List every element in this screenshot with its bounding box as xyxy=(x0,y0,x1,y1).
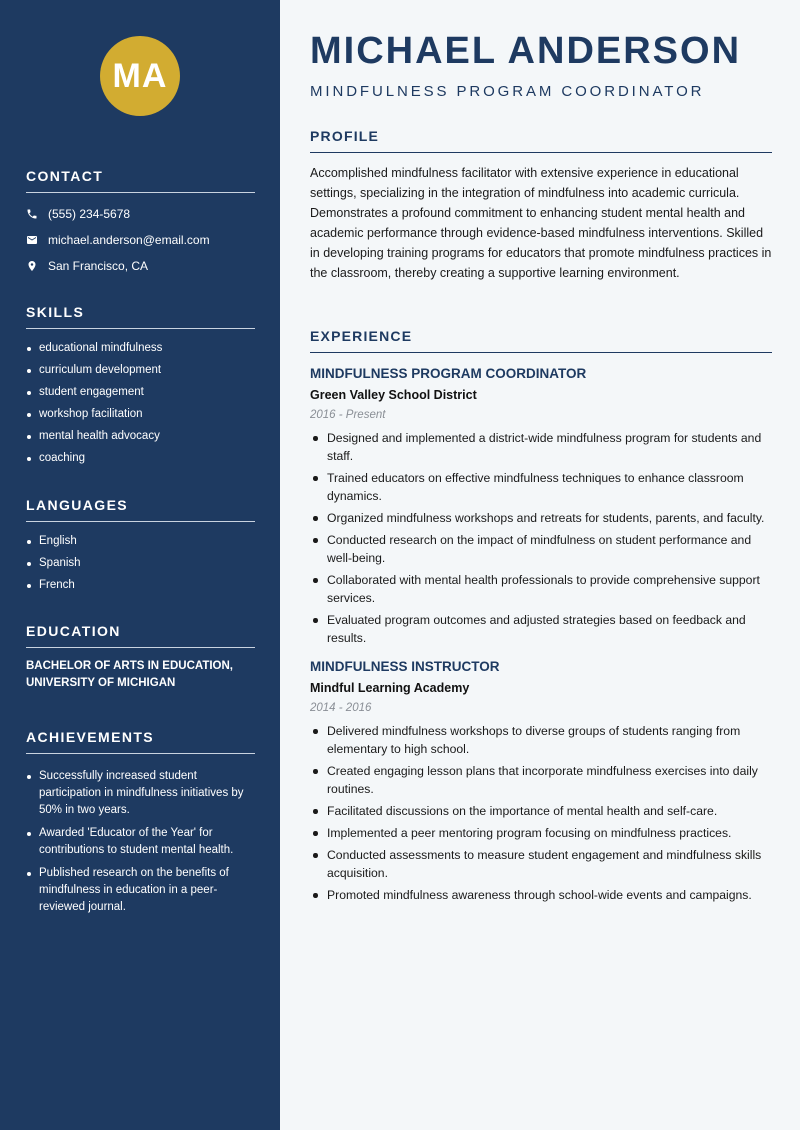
job-dates: 2014 - 2016 xyxy=(310,702,372,714)
achievement-item: Published research on the benefits of mindfulness in education in a peer-reviewed journal. xyxy=(26,865,255,916)
avatar xyxy=(100,36,180,116)
job-bullet: Collaborated with mental health professionals to provide comprehensive support services. xyxy=(310,571,772,607)
phone-text: (555) 234-5678 xyxy=(48,207,131,221)
achievements-heading: ACHIEVEMENTS xyxy=(26,729,255,754)
skill-item: mental health advocacy xyxy=(26,425,255,447)
avatar-initials: MA xyxy=(112,56,168,95)
sidebar xyxy=(0,0,280,1130)
contact-location xyxy=(26,253,255,279)
language-item: French xyxy=(26,574,255,596)
candidate-name: MICHAEL ANDERSON xyxy=(310,30,742,72)
experience-heading: EXPERIENCE xyxy=(310,328,772,353)
job-bullet: Delivered mindfulness workshops to diverse groups of students ranging from elementary to high school. xyxy=(310,722,772,758)
skill-item: student engagement xyxy=(26,381,255,403)
achievement-item: Successfully increased student participation in mindfulness initiatives by 50% in two years. xyxy=(26,768,255,819)
languages-section xyxy=(26,497,255,596)
profile-section xyxy=(310,128,772,283)
language-item: English xyxy=(26,530,255,552)
job-company: Green Valley School District xyxy=(310,388,477,402)
job-bullets xyxy=(310,429,772,647)
job-bullet: Conducted research on the impact of mindfulness on student performance and well-being. xyxy=(310,531,772,567)
achievements-list xyxy=(26,768,255,916)
skill-item: workshop facilitation xyxy=(26,403,255,425)
contact-heading: CONTACT xyxy=(26,168,255,193)
profile-text: Accomplished mindfulness facilitator with extensive experience in educational settings, specializing in the integration of mindfulness into academic curricula. Demonstrates a profound commitment to enhancing student mental health and academic performance through evidence-based mindfulness interventions. Skilled in developing training programs for educators that promote mindfulness practices in the classroom, thereby creating a supportive learning environment. xyxy=(310,166,772,280)
job-bullet: Conducted assessments to measure student engagement and mindfulness skills acquisition. xyxy=(310,846,772,882)
achievements-section xyxy=(26,729,255,922)
education-section xyxy=(26,623,255,692)
contact-email xyxy=(26,227,255,253)
job-entry xyxy=(310,659,772,904)
job-bullet: Created engaging lesson plans that incorporate mindfulness exercises into daily routines. xyxy=(310,762,772,798)
job-bullet: Facilitated discussions on the importance of mental health and self-care. xyxy=(310,802,772,820)
contact-phone xyxy=(26,201,255,227)
languages-list xyxy=(26,530,255,596)
achievement-item: Awarded 'Educator of the Year' for contributions to student mental health. xyxy=(26,825,255,859)
location-pin-icon xyxy=(26,260,48,272)
languages-heading: LANGUAGES xyxy=(26,497,255,522)
job-bullets xyxy=(310,722,772,904)
contact-section xyxy=(26,168,255,279)
job-entry xyxy=(310,366,772,647)
location-text: San Francisco, CA xyxy=(48,259,149,273)
phone-icon xyxy=(26,208,48,220)
skills-list xyxy=(26,337,255,469)
job-title: MINDFULNESS INSTRUCTOR xyxy=(310,659,500,674)
job-bullet: Organized mindfulness workshops and retreats for students, parents, and faculty. xyxy=(310,509,772,527)
candidate-title: MINDFULNESS PROGRAM COORDINATOR xyxy=(310,83,705,100)
language-item: Spanish xyxy=(26,552,255,574)
education-degree: BACHELOR OF ARTS IN EDUCATION, UNIVERSITY OF MICHIGAN xyxy=(26,660,233,689)
skills-heading: SKILLS xyxy=(26,304,255,329)
job-bullet: Promoted mindfulness awareness through school-wide events and campaigns. xyxy=(310,886,772,904)
job-bullet: Evaluated program outcomes and adjusted strategies based on feedback and results. xyxy=(310,611,772,647)
education-heading: EDUCATION xyxy=(26,623,255,648)
skill-item: educational mindfulness xyxy=(26,337,255,359)
job-bullet: Implemented a peer mentoring program focusing on mindfulness practices. xyxy=(310,824,772,842)
email-text: michael.anderson@email.com xyxy=(48,233,210,247)
profile-heading: PROFILE xyxy=(310,128,772,153)
job-bullet: Designed and implemented a district-wide mindfulness program for students and staff. xyxy=(310,429,772,465)
job-title: MINDFULNESS PROGRAM COORDINATOR xyxy=(310,366,587,381)
email-icon xyxy=(26,234,48,246)
skills-section xyxy=(26,304,255,469)
job-company: Mindful Learning Academy xyxy=(310,681,470,695)
job-dates: 2016 - Present xyxy=(310,409,386,421)
skill-item: coaching xyxy=(26,447,255,469)
skill-item: curriculum development xyxy=(26,359,255,381)
experience-section xyxy=(310,328,772,908)
job-bullet: Trained educators on effective mindfulness techniques to enhance classroom dynamics. xyxy=(310,469,772,505)
